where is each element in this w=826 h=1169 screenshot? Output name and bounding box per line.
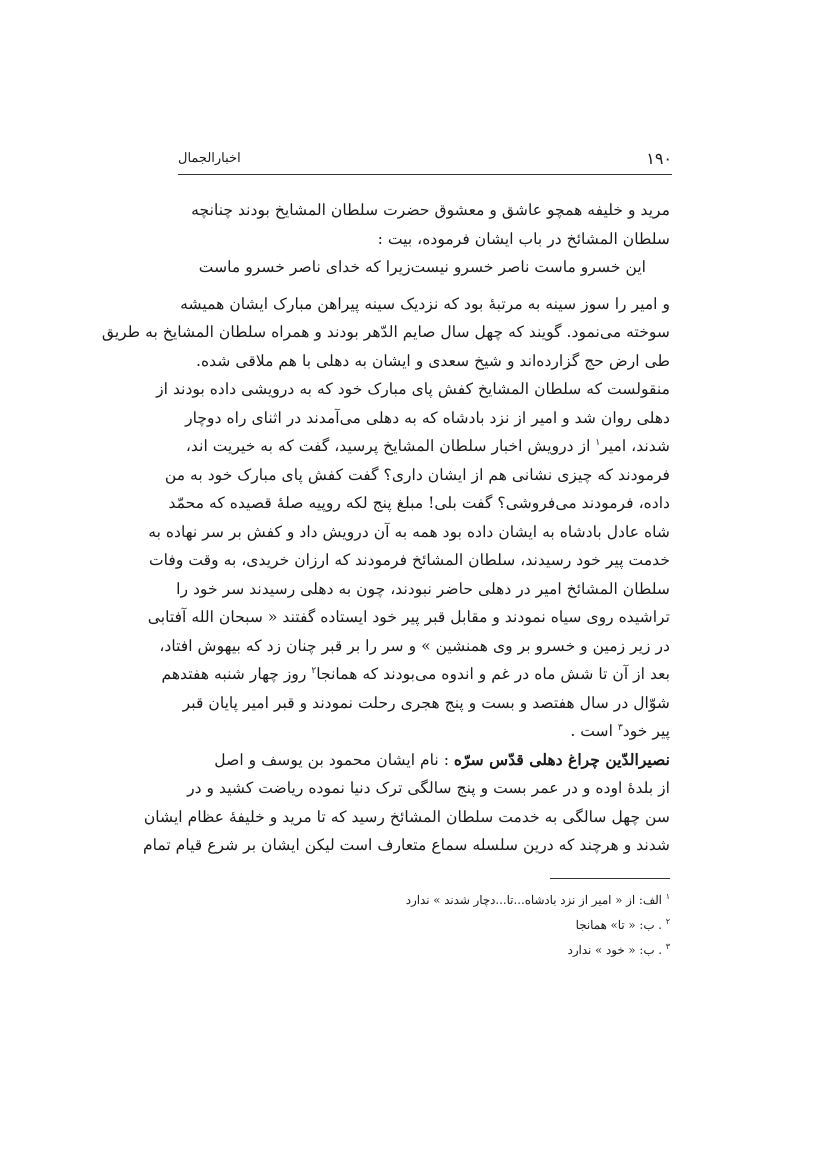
verse <box>186 253 670 282</box>
text-line: طی ارض حج گزارده‌اند و شیخ سعدی و ایشان به دهلی با هم ملاقی شده. <box>196 351 670 370</box>
text-segment: از درویش اخبار سلطان المشایخ پرسید، گفت که به خیریت اند، <box>185 437 596 455</box>
text-line: سلطان المشائخ در باب ایشان فرموده، بیت : <box>377 229 670 248</box>
text-line: خدمت پیر خود رسیدند، سلطان المشائخ فرمودند که ارزان خریدی، به وقت وفات <box>148 551 670 569</box>
footnote-rule <box>550 878 670 879</box>
footnote-mark: ۱ <box>665 892 670 901</box>
text-segment: روز چهار شنبه هفتدهم <box>161 665 312 683</box>
footnote-text: . ب: « خود » ندارد <box>567 942 666 957</box>
footnote-mark: ۳ <box>665 941 670 951</box>
page-header <box>178 150 672 172</box>
section-heading: نصیرالدّین چراغ دهلی قدّس سرّه <box>453 749 670 769</box>
verse-hemistich-2: زیرا که خدای ناصر خسرو ماست <box>198 258 411 276</box>
text-line: شدند و هرچند که درین سلسله سماع متعارف است لیکن ایشان بر شرع قیام تمام <box>142 836 670 854</box>
text-line: از بلدهٔ اوده و در عمر بست و پنج سالگی ترک دنیا نموده ریاضت کشید و در <box>187 779 670 797</box>
text-segment: پیر خود <box>622 722 670 740</box>
header-rule <box>178 174 672 175</box>
text-line: سوخته می‌نمود. گویند که چهل سال صایم الدّهر بودند و همراه سلطان المشایخ به طریق <box>101 323 670 341</box>
text-line: داده، فرمودند می‌فروشی؟ گفت بلی! مبلغ پنج لکه روپیه صلهٔ قصیده که محمّد <box>168 494 670 512</box>
footnotes <box>380 886 670 961</box>
footnote-mark: ۲ <box>665 916 670 926</box>
text-segment: شدند، امیر <box>600 437 670 455</box>
text-line: دهلی روان شد و امیر از نزد بادشاه که به دهلی می‌آمدند در اثنای راه دوچار <box>185 408 670 427</box>
text-line <box>186 432 670 461</box>
text-line: شاه عادل بادشاه به ایشان داده بود همه به آن درویش داد و کفش بر سر نهاده به <box>148 522 670 541</box>
text-line: سلطان المشائخ امیر در دهلی حاضر نبودند، چون به دهلی رسیدند سر خود را <box>176 579 670 598</box>
footnote-1 <box>380 886 670 911</box>
text-segment: بعد از آن تا شش ماه در غم و اندوه می‌بودند که همانجا <box>316 665 670 683</box>
text-line: مرید و خلیفه همچو عاشق و معشوق حضرت سلطان المشایخ بودند چنانچه <box>191 201 670 219</box>
text-line: سن چهل سالگی به خدمت سلطان المشائخ رسید که تا مرید و خلیفهٔ عظام ایشان <box>143 807 670 826</box>
text-line: در زیر زمین و خسرو بر وی همنشین » و سر را بر قبر چنان زد که بیهوش افتاد، <box>159 636 670 655</box>
footnote-text: الف: از « امیر از نزد بادشاه...تا...دچار شدند » ندارد <box>405 892 666 907</box>
text-line <box>161 660 670 689</box>
page-number: ۱۹۰ <box>646 149 672 168</box>
text-line: تراشیده روی سیاه نمودند و مقابل قبر پیر خود ایستاده گفتند « سبحان الله آفتابی <box>147 608 670 626</box>
text-line <box>186 746 670 775</box>
text-line <box>186 717 670 746</box>
running-title: اخبارالجمال <box>178 151 241 166</box>
text-segment: : نام ایشان محمود بن یوسف و اصل <box>214 750 454 769</box>
footnote-text: . ب: « تا» همانجا <box>575 917 666 932</box>
verse-hemistich-1: این خسرو ماست ناصر خسرو نیست <box>410 258 646 276</box>
text-line: منقولست که سلطان المشایخ کفش پای مبارک خود که به درویشی داده بودند از <box>156 380 670 398</box>
footnote-ref-1: ۱ <box>595 437 601 448</box>
footnote-2 <box>380 911 670 936</box>
text-segment: است . <box>570 722 618 740</box>
text-line: و امیر را سوز سینه به مرتبهٔ بود که نزدیک سینه پیراهن مبارک ایشان همیشه <box>180 294 670 313</box>
text-line: شوّال در سال هفتصد و بست و پنج هجری رحلت نمودند و قبر امیر پایان قبر <box>182 693 670 712</box>
text-line: فرمودند که چیزی نشانی هم از ایشان داری؟ گفت کفش پای مبارک خود به من <box>164 465 670 484</box>
footnote-3 <box>380 936 670 961</box>
footnote-ref-2: ۲ <box>311 665 317 676</box>
body-text <box>101 196 670 860</box>
footnote-ref-3: ۳ <box>617 722 623 733</box>
